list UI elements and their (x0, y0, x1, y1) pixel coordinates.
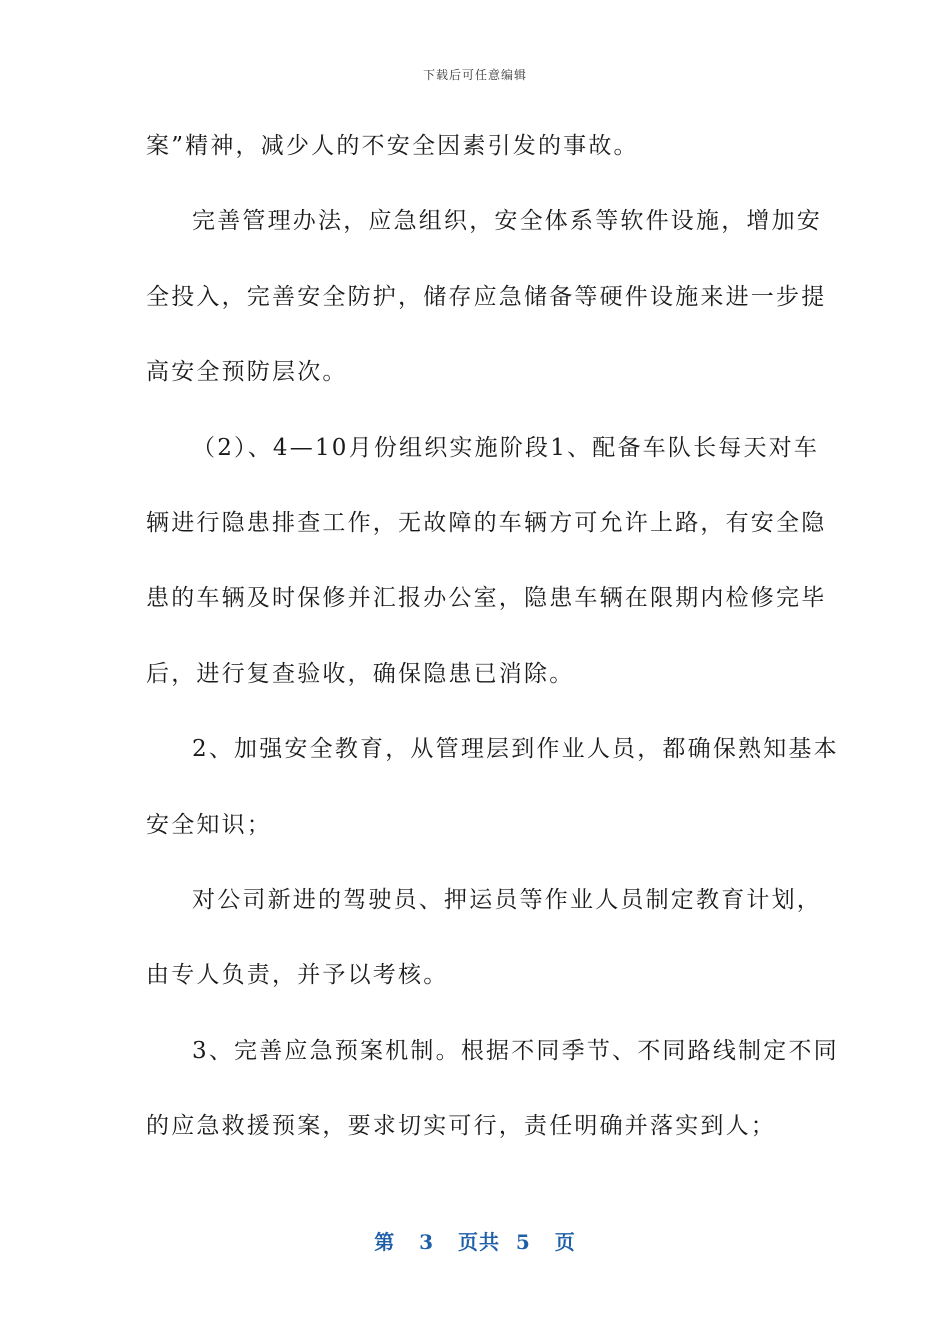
body-line: 2、加强安全教育，从管理层到作业人员，都确保熟知基本 (192, 736, 839, 763)
body-line: 完善管理办法，应急组织，安全体系等软件设施，增加安 (192, 208, 822, 235)
body-line: 患的车辆及时保修并汇报办公室，隐患车辆在限期内检修完毕 (146, 585, 827, 612)
body-line: 对公司新进的驾驶员、押运员等作业人员制定教育计划， (192, 886, 822, 913)
body-line: 辆进行隐患排查工作，无故障的车辆方可允许上路，有安全隐 (146, 509, 827, 536)
body-line: 安全知识； (146, 811, 272, 838)
body-line: （2）、4—10月份组织实施阶段1、配备车队长每天对车 (192, 434, 820, 461)
footer-prefix: 第 (374, 1230, 396, 1254)
body-line: 高安全预防层次。 (146, 359, 348, 386)
body-line: 3、完善应急预案机制。根据不同季节、不同路线制定不同 (192, 1037, 839, 1064)
footer-middle: 页共 (457, 1230, 500, 1254)
body-line: 案”精神，减少人的不安全因素引发的事故。 (146, 133, 639, 159)
body-line: 全投入，完善安全防护，储存应急储备等硬件设施来进一步提 (146, 283, 827, 310)
body-line: 由专人负责，并予以考核。 (146, 962, 449, 989)
body-line: 后，进行复查验收，确保隐患已消除。 (146, 660, 575, 687)
footer-suffix: 页 (554, 1230, 576, 1254)
total-pages-number: 5 (515, 1230, 531, 1254)
body-line: 的应急救援预案，要求切实可行，责任明确并落实到人； (146, 1113, 776, 1140)
document-body (146, 121, 839, 1176)
page-header: 下载后可任意编辑 (422, 68, 527, 82)
current-page-number: 3 (419, 1230, 435, 1254)
page-number-footer (0, 1226, 950, 1255)
